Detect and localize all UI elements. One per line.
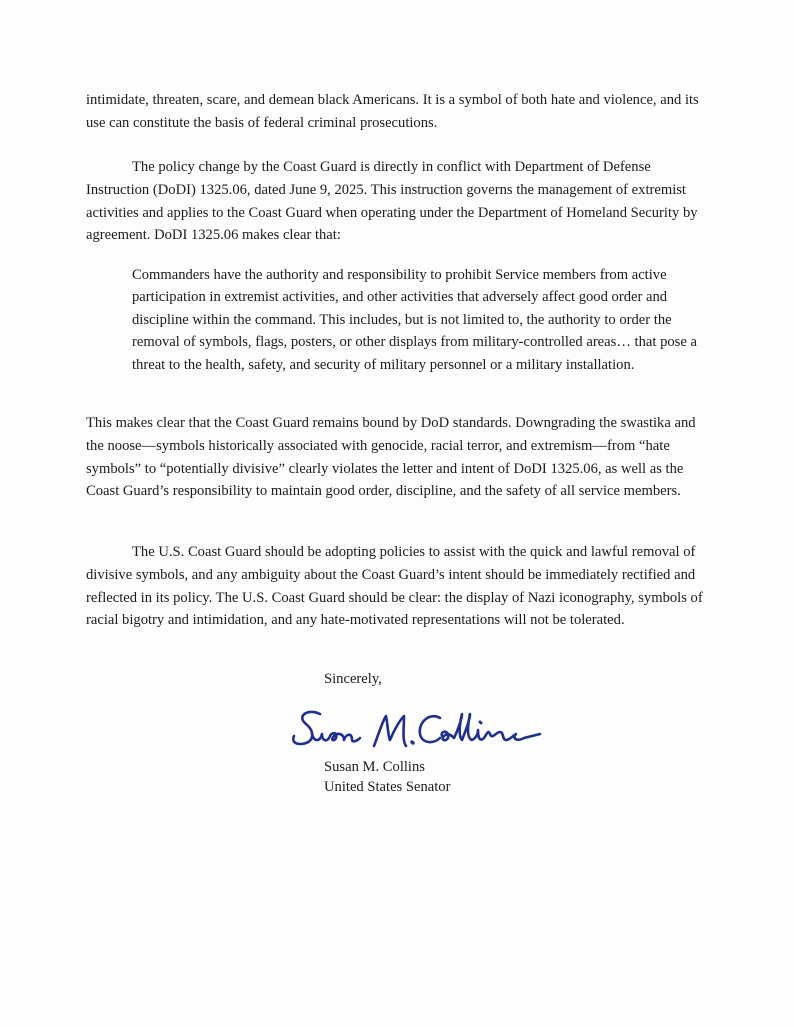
- block-quote: Commanders have the authority and responsibility to prohibit Service members from active participation in extremist activities, and other activities that adversely affect good order and discipline within the command. This includes, but is not limited to, the authority to order the removal of symbols, flags, posters, or other displays from military-controlled areas… that pose a threat to the health, safety, and security of military personnel or a military installation.: [132, 267, 697, 373]
- signer-title: United States Senator: [324, 779, 451, 795]
- closing-salutation: Sincerely,: [324, 671, 382, 687]
- paragraph-4: The U.S. Coast Guard should be adopting policies to assist with the quick and lawful removal of divisive symbols, and any ambiguity about the Coast Guard’s intent should be immediately rectified and reflected in its policy. The U.S. Coast Guard should be clear: the display of Nazi iconography, symbols of racial bigotry and intimidation, and any hate-motivated representations will not be tolerated.: [86, 544, 703, 629]
- signer-name: Susan M. Collins: [324, 759, 425, 775]
- handwritten-signature: [290, 700, 550, 760]
- paragraph-2: The policy change by the Coast Guard is directly in conflict with Department of Defense Instruction (DoDI) 1325.06, dated June 9, 2025. This instruction governs the management of extremist activities and applies to the Coast Guard when operating under the Department of Homeland Security by agreement. DoDI 1325.06 makes clear that:: [86, 159, 698, 244]
- paragraph-1: intimidate, threaten, scare, and demean black Americans. It is a symbol of both hate and violence, and its use can constitute the basis of federal criminal prosecutions.: [86, 92, 699, 131]
- paragraph-3: This makes clear that the Coast Guard remains bound by DoD standards. Downgrading the swastika and the noose—symbols historically associated with genocide, racial terror, and extremism—from “hate symbols” to “potentially divisive” clearly violates the letter and intent of DoDI 1325.06, as well as the Coast Guard’s responsibility to maintain good order, discipline, and the safety of all service members.: [86, 415, 696, 500]
